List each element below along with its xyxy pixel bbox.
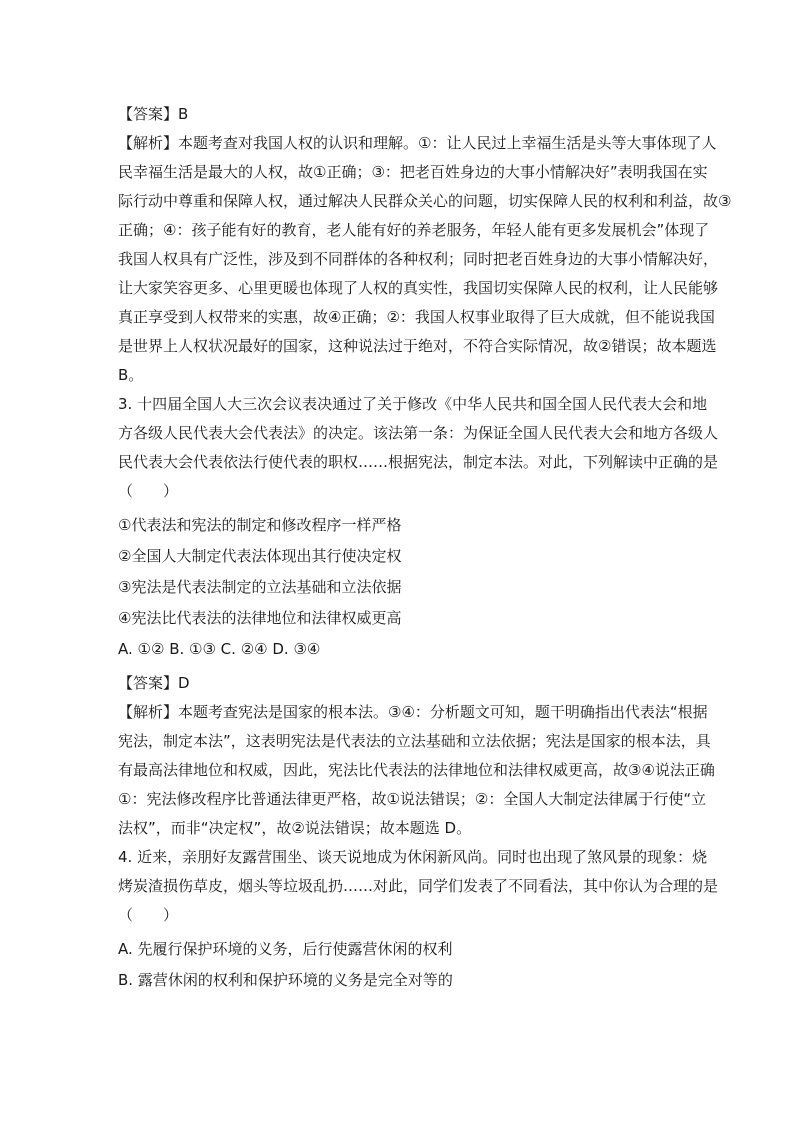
analysis-q2-line-2: 民幸福生活是最大的人权，故①正确；③：把老百姓身边的大事小情解决好”表明我国在实 xyxy=(118,163,708,181)
question-4-option-b: B. 露营休闲的权利和保护环境的义务是完全对等的 xyxy=(118,971,453,989)
analysis-q2-line-5: 我国人权具有广泛性，涉及到不同群体的各种权利；同时把老百姓身边的大事小情解决好， xyxy=(118,250,719,268)
analysis-q2-line-4: 正确；④：孩子能有好的教育，老人能有好的养老服务，年轻人能有更多发展机会”体现了 xyxy=(118,221,710,239)
answer-label-q3: 【答案】D xyxy=(118,674,190,692)
analysis-q3-line-2: 宪法，制定本法”，这表明宪法是代表法的立法基础和立法依据；宪法是国家的根本法，具 xyxy=(118,732,711,750)
analysis-q2-line-8: 是世界上人权状况最好的国家，这种说法过于绝对，不符合实际情况，故②错误；故本题选 xyxy=(118,337,717,355)
question-4-line-1: 4. 近来，亲朋好友露营围坐、谈天说地成为休闲新风尚。同时也出现了煞风景的现象：烧 xyxy=(118,848,708,866)
question-3-line-1: 3. 十四届全国人大三次会议表决通过了关于修改《中华人民共和国全国人民代表大会和地 xyxy=(118,395,708,413)
analysis-q2-line-6: 让大家笑容更多、心里更暖也体现了人权的真实性，我国切实保障人民的权利，让人民能够 xyxy=(118,279,719,297)
question-4-blank: （ ） xyxy=(118,906,179,924)
question-3-line-2: 方各级人民代表大会代表法》的决定。该法第一条：为保证全国人民代表大会和地方各级人 xyxy=(118,424,719,442)
statement-3: ③宪法是代表法制定的立法基础和立法依据 xyxy=(118,578,402,596)
question-4-option-a: A. 先履行保护环境的义务，后行使露营休闲的权利 xyxy=(118,940,453,958)
document-page xyxy=(118,100,732,996)
statement-1: ①代表法和宪法的制定和修改程序一样严格 xyxy=(118,516,402,534)
analysis-q3-line-3: 有最高法律地位和权威，因此，宪法比代表法的法律地位和法律权威更高，故③④说法正确 xyxy=(118,761,715,779)
analysis-q3-line-4: ①：宪法修改程序比普通法律更严格，故①说法错误；②：全国人大制定法律属于行使“立 xyxy=(118,790,707,808)
answer-label-q2: 【答案】B xyxy=(118,105,189,123)
analysis-q3-line-1: 【解析】本题考查宪法是国家的根本法。③④：分析题文可知，题干明确指出代表法“根据 xyxy=(118,703,708,721)
analysis-q2-line-3: 际行动中尊重和保障人权，通过解决人民群众关心的问题，切实保障人民的权利和利益，故③ xyxy=(118,192,732,210)
statement-4: ④宪法比代表法的法律地位和法律权威更高 xyxy=(118,609,402,627)
question-3-options: A. ①② B. ①③ C. ②④ D. ③④ xyxy=(118,640,321,658)
analysis-q2-line-7: 真正享受到人权带来的实惠，故④正确；②：我国人权事业取得了巨大成就，但不能说我国 xyxy=(118,308,715,326)
question-4-line-2: 烤炭渣损伤草皮，烟头等垃圾乱扔……对此，同学们发表了不同看法，其中你认为合理的是 xyxy=(118,877,719,895)
statement-2: ②全国人大制定代表法体现出其行使决定权 xyxy=(118,547,402,565)
analysis-q2-line-1: 【解析】本题考查对我国人权的认识和理解。①：让人民过上幸福生活是头等大事体现了人 xyxy=(118,134,717,152)
analysis-q3-line-5: 法权”，而非“决定权”，故②说法错误；故本题选 D。 xyxy=(118,819,472,837)
question-3-blank: （ ） xyxy=(118,482,179,500)
analysis-q2-line-9: B。 xyxy=(118,366,144,384)
question-3-line-3: 民代表大会代表依法行使代表的职权……根据宪法，制定本法。对此，下列解读中正确的是 xyxy=(118,453,719,471)
